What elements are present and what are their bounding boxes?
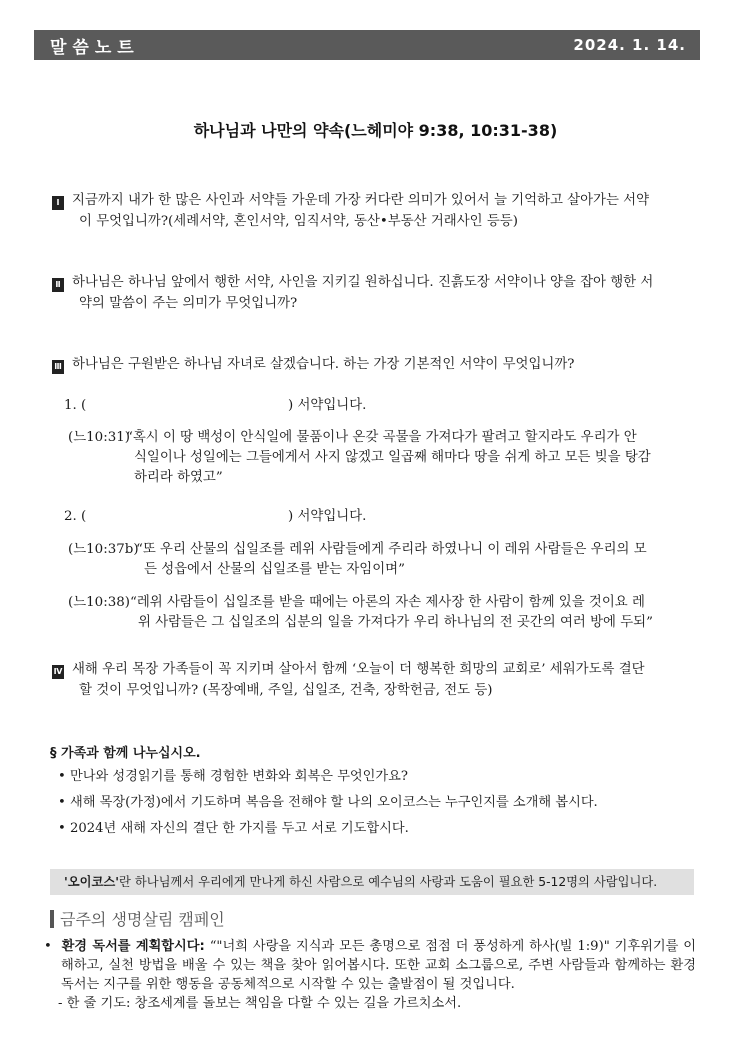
answer-blank-2 bbox=[64, 506, 367, 527]
question-text: 하나님은 구원받은 하나님 자녀로 살겠습니다. 하는 가장 기본적인 서약이 무엇입니까? bbox=[72, 357, 575, 372]
share-heading: § 가족과 함께 나누십시오. bbox=[50, 746, 201, 761]
oikos-note bbox=[50, 869, 694, 895]
verse-text-cont: 식일이나 성일에는 그들에게서 사지 않겠고 일곱째 해마다 땅을 쉬게 하고 모든 빚을 탕감 bbox=[134, 450, 651, 465]
question-text-cont: 이 무엇입니까?(세례서약, 혼인서약, 임직서약, 동산•부동산 거래사인 등등) bbox=[79, 214, 518, 229]
list-item: • 2024년 새해 자신의 결단 한 가지를 두고 서로 기도합시다. bbox=[58, 816, 698, 842]
question-3 bbox=[52, 354, 692, 375]
verse-ref: (느10:38) bbox=[68, 595, 130, 610]
question-text-cont: 할 것이 무엇입니까? (목장예배, 주일, 십일조, 건축, 장학헌금, 전도 등) bbox=[79, 683, 493, 698]
bullet-icon: • bbox=[58, 795, 66, 810]
verse-ref: (느10:31) bbox=[68, 430, 130, 445]
campaign-text: “"너희 사랑을 지식과 모든 총명으로 점점 더 풍성하게 하사(빌 1:9)" 기후위기를 이해하고, 실천 방법을 배울 수 있는 책을 찾아 읽어봅시다. 또한 교회 소그룹으로, 주변 사람들과 함께하는 환경독서는 지구를 위한 행동을 공동체적으로 시작할 수 있는 출발점이 될 것입니다. bbox=[61, 939, 696, 992]
campaign-lead: 환경 독서를 계획합시다: bbox=[61, 939, 205, 954]
blank-open: 2. ( bbox=[64, 509, 87, 524]
list-item: • 새해 목장(가정)에서 기도하며 복음을 전해야 할 나의 오이코스는 누구인지를 소개해 봅시다. bbox=[58, 790, 698, 816]
bullet-icon: • bbox=[58, 821, 66, 836]
header-date: 2024. 1. 14. bbox=[573, 36, 686, 54]
campaign-heading bbox=[50, 907, 225, 930]
list-item: • 만나와 성경읽기를 통해 경험한 변화와 회복은 무엇인가요? bbox=[58, 764, 698, 790]
roman-numeral-badge: Ⅱ bbox=[52, 278, 64, 292]
campaign-body bbox=[44, 937, 696, 1013]
bullet-icon: • bbox=[58, 769, 66, 784]
question-text: 하나님은 하나님 앞에서 행한 서약, 사인을 지키길 원하십니다. 진흙도장 서약이나 양을 잡아 행한 서 bbox=[72, 275, 654, 290]
campaign-heading-text: 금주의 생명살림 캠페인 bbox=[60, 910, 225, 929]
verse-text: “레위 사람들이 십일조를 받을 때에는 아론의 자손 제사장 한 사람이 함께 있을 것이요 레 bbox=[130, 595, 645, 610]
campaign-paragraph bbox=[44, 937, 696, 994]
verse-text-cont: 하리라 하였고” bbox=[134, 470, 223, 485]
bullet-icon: • bbox=[44, 939, 52, 954]
question-text: 지금까지 내가 한 많은 사인과 서약들 가운데 가장 커다란 의미가 있어서 늘 기억하고 살아가는 서약 bbox=[72, 193, 650, 208]
header-label: 말씀노트 bbox=[50, 37, 140, 58]
heading-bar bbox=[50, 910, 54, 928]
verse-text-cont: 위 사람들은 그 십일조의 십분의 일을 가져다가 우리 하나님의 전 곳간의 여러 방에 두되” bbox=[138, 615, 653, 630]
blank-open: 1. ( bbox=[64, 398, 87, 413]
verse-text: “또 우리 산물의 십일조를 레위 사람들에게 주리라 하였나니 이 레위 사람들은 우리의 모 bbox=[136, 542, 647, 557]
blank-close: ) 서약입니다. bbox=[288, 398, 367, 413]
verse-ref: (느10:37b) bbox=[68, 542, 139, 557]
question-4 bbox=[52, 659, 692, 701]
roman-numeral-badge: Ⅳ bbox=[52, 665, 64, 679]
note-term: '오이코스' bbox=[64, 875, 120, 889]
question-text: 새해 우리 목장 가족들이 꼭 지키며 살아서 함께 ‘오늘이 더 행복한 희망의 교회로’ 세워가도록 결단 bbox=[72, 662, 645, 677]
header-bar bbox=[34, 30, 700, 60]
campaign-prayer: - 한 줄 기도: 창조세계를 돌보는 책임을 다할 수 있는 길을 가르치소서. bbox=[58, 996, 462, 1011]
question-1 bbox=[52, 190, 692, 232]
roman-numeral-badge: Ⅰ bbox=[52, 196, 64, 210]
note-text: 란 하나님께서 우리에게 만나게 하신 사람으로 예수님의 사랑과 도움이 필요한 5-12명의 사람입니다. bbox=[119, 875, 658, 889]
answer-blank-1 bbox=[64, 395, 367, 416]
blank-close: ) 서약입니다. bbox=[288, 509, 367, 524]
roman-numeral-badge: Ⅲ bbox=[52, 360, 64, 374]
question-text-cont: 약의 말씀이 주는 의미가 무엇입니까? bbox=[79, 296, 298, 311]
page-title: 하나님과 나만의 약속(느헤미야 9:38, 10:31-38) bbox=[193, 121, 558, 140]
verse-text: “혹시 이 땅 백성이 안식일에 물품이나 온갖 곡물을 가져다가 팔려고 할지라도 우리가 안 bbox=[126, 430, 637, 445]
question-2 bbox=[52, 272, 692, 314]
verse-text-cont: 든 성읍에서 산물의 십일조를 받는 자임이며” bbox=[144, 562, 405, 577]
share-list bbox=[58, 764, 698, 842]
